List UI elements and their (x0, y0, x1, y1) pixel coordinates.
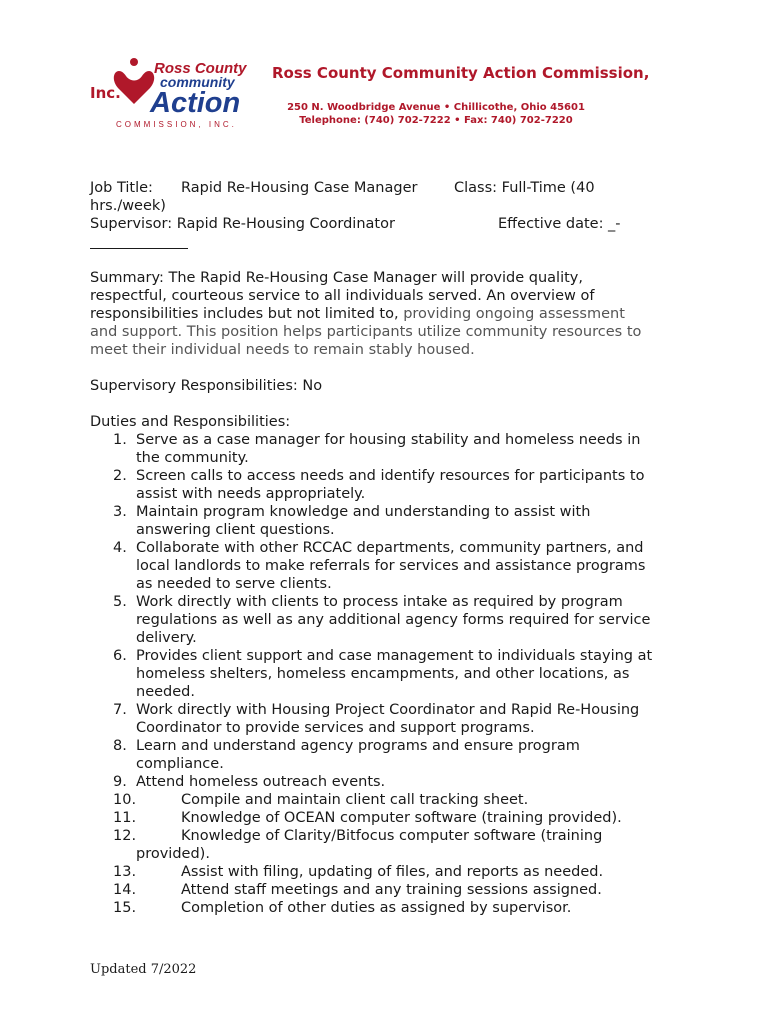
duty-text: assist with needs appropriately. (136, 486, 366, 502)
summary-line-4: and support. This position helps participants utilize community resources to (90, 324, 642, 340)
duty-text: delivery. (136, 630, 197, 646)
duty-text: Assist with filing, updating of files, and reports as needed. (181, 864, 604, 880)
duty-item (90, 773, 690, 791)
duty-text: as needed to serve clients. (136, 576, 332, 592)
duty-number: 7. (113, 702, 127, 718)
duty-text: Completion of other duties as assigned by supervisor. (181, 900, 572, 916)
job-class: Class: Full-Time (40 (454, 180, 595, 196)
duty-text: provided). (136, 846, 210, 862)
logo-text-3: Action (150, 87, 241, 119)
duty-text: Serve as a case manager for housing stability and homeless needs in (136, 432, 641, 448)
org-phone: Telephone: (740) 702-7222 • Fax: 740) 702-7220 (299, 115, 573, 126)
duty-item (90, 827, 690, 863)
duty-number: 6. (113, 648, 127, 664)
duty-item (90, 539, 690, 593)
duty-number: 14. (113, 882, 137, 898)
duty-number: 9. (113, 774, 127, 790)
duty-text: compliance. (136, 756, 224, 772)
job-title: Rapid Re-Housing Case Manager (181, 180, 418, 196)
duty-number: 15. (113, 900, 137, 916)
job-class-cont: hrs./week) (90, 198, 166, 214)
duty-text: homeless shelters, homeless encampments, and other locations, as (136, 666, 630, 682)
org-inc: Inc. (90, 84, 121, 102)
figure-head-icon (130, 58, 138, 66)
duty-text: local landlords to make referrals for services and assistance programs (136, 558, 646, 574)
duty-number: 8. (113, 738, 127, 754)
duty-item (90, 467, 690, 503)
duty-text: Provides client support and case management to individuals staying at (136, 648, 653, 664)
org-contact (284, 101, 588, 127)
duty-text: Knowledge of Clarity/Bitfocus computer software (training (181, 828, 603, 844)
summary-line-1: Summary: The Rapid Re-Housing Case Manager will provide quality, (90, 270, 583, 286)
summary-line-5: meet their individual needs to remain stably housed. (90, 342, 475, 358)
duty-item (90, 701, 690, 737)
duty-item (90, 809, 690, 827)
duty-number: 4. (113, 540, 127, 556)
duty-text: needed. (136, 684, 195, 700)
supervisory-responsibilities: Supervisory Responsibilities: No (90, 378, 323, 394)
summary-line-3b: providing ongoing assessment (403, 306, 625, 322)
duty-item (90, 431, 690, 467)
duty-text: Attend staff meetings and any training sessions assigned. (181, 882, 602, 898)
duty-text: Collaborate with other RCCAC departments, community partners, and (136, 540, 644, 556)
ross-county-logo (112, 58, 260, 130)
duty-item (90, 899, 690, 917)
job-title-label: Job Title: (90, 180, 153, 196)
org-name: Ross County Community Action Commission, (272, 64, 650, 82)
duty-item (90, 863, 690, 881)
org-address: 250 N. Woodbridge Avenue • Chillicothe, Ohio 45601 (287, 102, 585, 113)
duty-text: the community. (136, 450, 249, 466)
summary-line-3a: responsibilities includes but not limited to, (90, 306, 404, 322)
job-supervisor: Supervisor: Rapid Re-Housing Coordinator (90, 216, 395, 232)
duty-number: 11. (113, 810, 137, 826)
duty-text: answering client questions. (136, 522, 335, 538)
duty-number: 1. (113, 432, 127, 448)
duties-list (90, 431, 690, 917)
summary-line-3 (90, 305, 625, 323)
duty-text: Coordinator to provide services and support programs. (136, 720, 535, 736)
duty-text: Learn and understand agency programs and ensure program (136, 738, 580, 754)
duty-text: Screen calls to access needs and identify resources for participants to (136, 468, 645, 484)
duty-item (90, 647, 690, 701)
duty-text: Knowledge of OCEAN computer software (training provided). (181, 810, 622, 826)
logo-text-4: COMMISSION, INC. (116, 120, 237, 129)
duty-item (90, 791, 690, 809)
duty-number: 5. (113, 594, 127, 610)
duty-item (90, 503, 690, 539)
duty-text: regulations as well as any additional agency forms required for service (136, 612, 651, 628)
effective-date-blank-line (90, 248, 188, 249)
job-effective-date: Effective date: _- (498, 216, 621, 232)
duty-text: Maintain program knowledge and understanding to assist with (136, 504, 591, 520)
duty-number: 13. (113, 864, 137, 880)
duty-number: 10. (113, 792, 137, 808)
logo-text-1: Ross County (154, 60, 247, 77)
duty-text: Work directly with clients to process intake as required by program (136, 594, 623, 610)
duties-heading: Duties and Responsibilities: (90, 414, 291, 430)
duty-number: 3. (113, 504, 127, 520)
duty-text: Compile and maintain client call tracking sheet. (181, 792, 529, 808)
footer-updated: Updated 7/2022 (90, 962, 197, 977)
duty-text: Work directly with Housing Project Coordinator and Rapid Re-Housing (136, 702, 640, 718)
summary-line-2: respectful, courteous service to all individuals served. An overview of (90, 288, 595, 304)
logo-text-2: community (160, 74, 235, 90)
duty-number: 12. (113, 828, 137, 844)
duty-text: Attend homeless outreach events. (136, 774, 386, 790)
duty-item (90, 881, 690, 899)
duty-item (90, 593, 690, 647)
duty-number: 2. (113, 468, 127, 484)
duty-item (90, 737, 690, 773)
